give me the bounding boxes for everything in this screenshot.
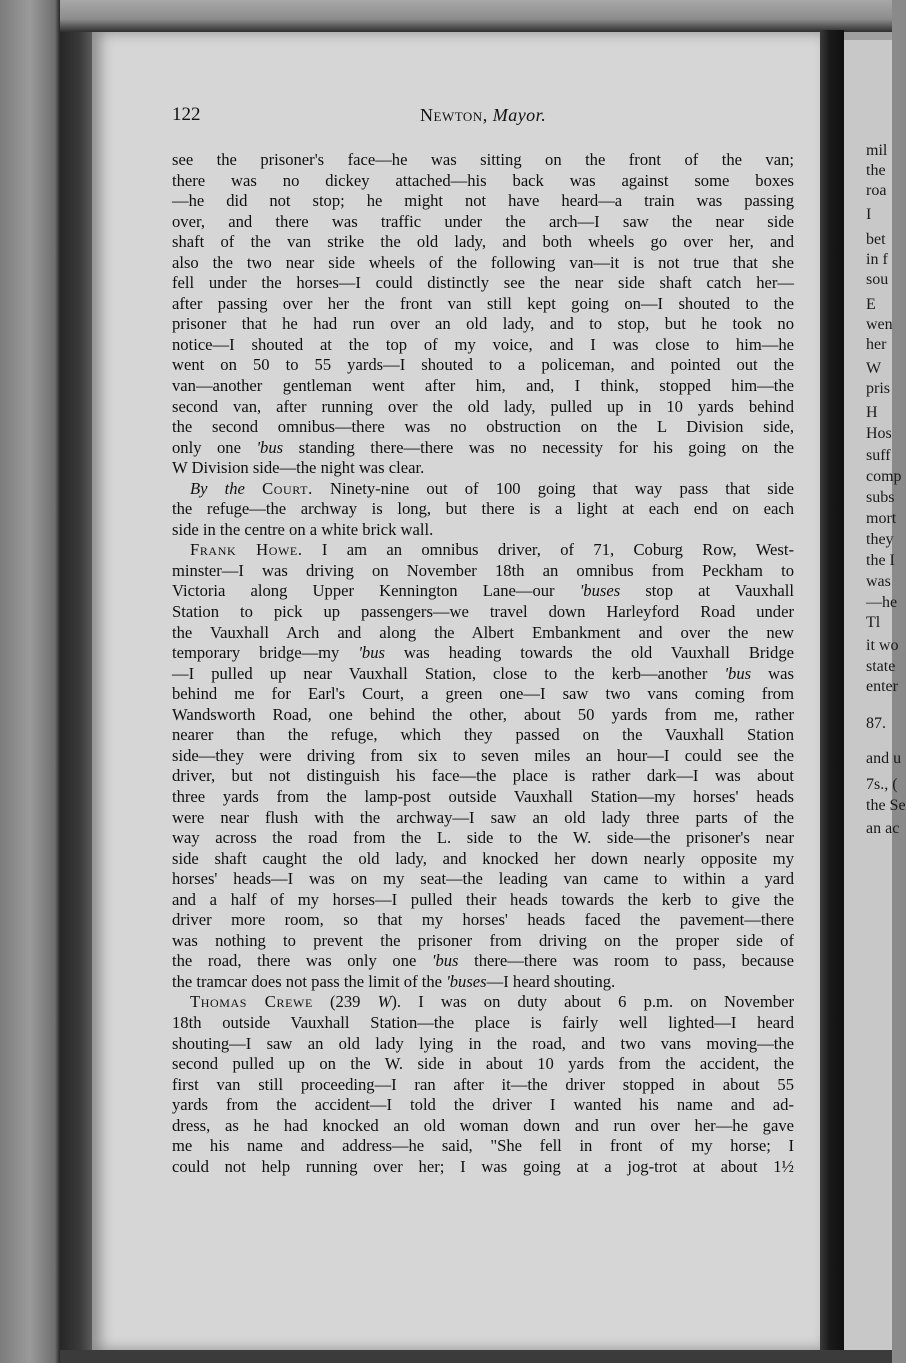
- text-line: [172, 335, 794, 356]
- text-run: first van still proceeding—I ran after it—the driver stopped in about 55: [172, 1074, 794, 1094]
- text-line: [172, 746, 794, 767]
- body-text: [172, 150, 794, 1177]
- facing-page-fragment: her: [866, 336, 887, 353]
- text-line: [172, 212, 794, 233]
- facing-page: [844, 40, 906, 1350]
- facing-page-fragment: the Se: [866, 797, 906, 814]
- text-line: [172, 602, 794, 623]
- text-run: fell under the horses—I could distinctly see the near side shaft catch her—: [172, 273, 794, 293]
- facing-page-fragment: mil: [866, 142, 888, 159]
- text-line: [172, 273, 794, 294]
- text-run: there was no dickey attached—his back was against some boxes: [172, 170, 794, 190]
- text-run: see the prisoner's face—he was sitting on the front of the van;: [172, 150, 794, 169]
- running-head-name: Newton,: [420, 105, 488, 125]
- text-run: could not help running over her; I was going at a jog-trot at about 1½: [172, 1156, 794, 1176]
- text-run: notice—I shouted at the top of my voice, and I was close to him—he: [172, 334, 794, 354]
- facing-page-fragment: wen: [866, 316, 893, 333]
- text-line: [172, 499, 794, 520]
- facing-page-fragment: pris: [866, 380, 890, 397]
- facing-page-fragment: H: [866, 404, 878, 421]
- facing-page-fragment: comp: [866, 468, 902, 485]
- text-run: shaft of the van strike the old lady, and both wheels go over her, and: [172, 232, 794, 252]
- running-head: [420, 105, 546, 126]
- text-line: [172, 684, 794, 705]
- text-run: Victoria along Upper Kennington Lane—our: [172, 581, 580, 601]
- facing-page-fragment: E: [866, 296, 876, 313]
- book-top-edge: [60, 0, 892, 32]
- text-line: [172, 705, 794, 726]
- text-line: [172, 1157, 794, 1178]
- facing-page-fragment: and u: [866, 750, 902, 767]
- italic-text: W: [377, 992, 392, 1012]
- text-run: (239: [312, 992, 378, 1012]
- text-line: [172, 951, 794, 972]
- text-line: [172, 520, 794, 541]
- text-run: three yards from the lamp-post outside Vauxhall Station—my horses' heads: [172, 786, 794, 806]
- text-run: the road, there was only one: [172, 951, 432, 971]
- text-line: [172, 458, 794, 479]
- text-line: [172, 972, 794, 993]
- speaker-name: Court.: [262, 478, 313, 498]
- text-run: the refuge—the archway is long, but there is a light at each end on each: [172, 499, 794, 519]
- text-line: [172, 1034, 794, 1055]
- text-run: yards from the accident—I told the driver I wanted his name and ad-: [172, 1095, 794, 1115]
- facing-page-fragment: the: [866, 162, 886, 179]
- text-run: [245, 479, 262, 498]
- text-line: [172, 438, 794, 459]
- text-line: [172, 355, 794, 376]
- facing-page-fragment: bet: [866, 231, 886, 248]
- text-run: and a half of my horses—I pulled their heads towards the kerb to give the: [172, 889, 794, 909]
- text-line: [172, 561, 794, 582]
- text-run: nearer than the refuge, which they passed on the Vauxhall Station: [172, 725, 794, 745]
- text-run: 18th outside Vauxhall Station—the place is fairly well lighted—I heard: [172, 1012, 794, 1032]
- text-line: [172, 171, 794, 192]
- text-line: [172, 314, 794, 335]
- facing-page-fragment: Tl: [866, 614, 881, 631]
- text-run: Ninety-nine out of 100 going that way pass that side: [312, 478, 794, 498]
- text-line: [172, 397, 794, 418]
- running-head-title: Mayor.: [492, 105, 547, 125]
- text-line: [172, 664, 794, 685]
- text-line: [172, 479, 794, 500]
- text-line: [172, 869, 794, 890]
- text-run: side—they were driving from six to seven miles an hour—I could see the: [172, 745, 794, 765]
- text-run: driver more room, so that my horses' heads faced the pavement—there: [172, 910, 794, 930]
- text-line: [172, 725, 794, 746]
- facing-page-fragment: enter: [866, 678, 898, 695]
- facing-page-fragment: subs: [866, 489, 895, 506]
- text-run: there—there was room to pass, because: [458, 951, 794, 971]
- text-run: way across the road from the L. side to the W. side—the prisoner's near: [172, 828, 794, 848]
- text-run: second pulled up on the W. side in about 10 yards from the accident, the: [172, 1054, 794, 1074]
- text-line: [172, 1054, 794, 1075]
- text-line: [172, 376, 794, 397]
- text-run: van—another gentleman went after him, and, I think, stopped him—the: [172, 376, 794, 396]
- text-run: —I heard shouting.: [486, 971, 616, 991]
- text-line: [172, 623, 794, 644]
- speaker-name: Thomas Crewe: [190, 992, 313, 1012]
- text-line: [172, 150, 794, 171]
- page-number: 122: [172, 104, 201, 125]
- text-line: [172, 1013, 794, 1034]
- text-run: was heading towards the old Vauxhall Bridge: [384, 643, 794, 663]
- facing-page-fragment: 87.: [866, 715, 886, 732]
- text-run: Wandsworth Road, one behind the other, about 50 yards from me, rather: [172, 704, 794, 724]
- text-line: [172, 1075, 794, 1096]
- italic-text: 'buses: [446, 971, 487, 991]
- text-run: second van, after running over the old lady, pulled up in 10 yards behind: [172, 396, 794, 416]
- italic-text: 'bus: [358, 643, 385, 663]
- text-line: [172, 849, 794, 870]
- text-run: the Vauxhall Arch and along the Albert Embankment and over the new: [172, 622, 794, 642]
- facing-page-fragment: sou: [866, 271, 889, 288]
- facing-page-fragment: suff: [866, 447, 891, 464]
- italic-text: 'bus: [431, 951, 459, 971]
- text-run: the second omnibus—there was no obstruction on the L Division side,: [172, 417, 794, 437]
- facing-page-fragment: W: [866, 360, 882, 377]
- text-run: stop at Vauxhall: [620, 581, 794, 601]
- italic-text: 'bus: [256, 437, 284, 457]
- text-run: Station to pick up passengers—we travel down Harleyford Road under: [172, 602, 794, 622]
- italic-text: By the: [190, 478, 245, 498]
- page-header: [172, 104, 792, 130]
- book-gutter: [820, 30, 844, 1350]
- text-line: [172, 581, 794, 602]
- text-run: shouting—I saw an old lady lying in the road, and two vans moving—the: [172, 1033, 794, 1053]
- facing-page-fragment: roa: [866, 182, 887, 199]
- text-line: [172, 1136, 794, 1157]
- text-run: I am an omnibus driver, of 71, Coburg Row, West-: [302, 540, 794, 560]
- text-line: [172, 910, 794, 931]
- text-line: [172, 540, 794, 561]
- book-bottom-edge: [60, 1350, 892, 1363]
- facing-page-fragment: I: [866, 206, 872, 223]
- text-run: was nothing to prevent the prisoner from driving on the proper side of: [172, 930, 794, 950]
- text-line: [172, 890, 794, 911]
- facing-page-fragment: mort: [866, 510, 897, 527]
- text-run: dress, as he had knocked an old woman down and run over her—he gave: [172, 1115, 794, 1135]
- text-line: [172, 191, 794, 212]
- text-run: were near flush with the archway—I saw an old lady three parts of the: [172, 807, 794, 827]
- text-run: prisoner that he had run over an old lady, and to stop, but he took no: [172, 314, 794, 334]
- text-run: after passing over her the front van still kept going on—I shouted to the: [172, 293, 794, 313]
- text-line: [172, 1116, 794, 1137]
- text-run: W Division side—the night was clear.: [172, 458, 425, 478]
- italic-text: 'buses: [579, 581, 621, 601]
- text-run: ). I was on duty about 6 p.m. on November: [391, 992, 794, 1012]
- facing-page-fragment: was: [866, 573, 891, 590]
- facing-page-fragment: the I: [866, 552, 895, 569]
- text-run: me his name and address—he said, "She fell in front of my horse; I: [172, 1136, 794, 1156]
- text-line: [172, 294, 794, 315]
- facing-page-fragment: it wo: [866, 637, 899, 654]
- facing-page-fragment: an ac: [866, 820, 900, 837]
- text-run: over, and there was traffic under the arch—I saw the near side: [172, 211, 794, 231]
- facing-page-fragment: in f: [866, 251, 888, 268]
- text-run: behind me for Earl's Court, a green one—I saw two vans coming from: [172, 684, 794, 704]
- text-run: horses' heads—I was on my seat—the leading van came to within a yard: [172, 869, 794, 889]
- text-run: side in the centre on a white brick wall.: [172, 519, 434, 539]
- text-run: side shaft caught the old lady, and knocked her down nearly opposite my: [172, 848, 794, 868]
- facing-page-fragment: 7s., (: [866, 776, 898, 793]
- text-run: also the two near side wheels of the following van—it is not true that she: [172, 252, 794, 272]
- text-line: [172, 766, 794, 787]
- text-run: went on 50 to 55 yards—I shouted to a policeman, and pointed out the: [172, 355, 794, 375]
- text-run: minster—I was driving on November 18th an omnibus from Peckham to: [172, 560, 794, 580]
- text-run: —he did not stop; he might not have heard—a train was passing: [172, 191, 794, 211]
- text-line: [172, 992, 794, 1013]
- facing-page-fragment: —he: [866, 594, 898, 611]
- facing-page-fragment: they: [866, 531, 894, 548]
- text-line: [172, 253, 794, 274]
- text-run: standing there—there was no necessity for his going on the: [283, 437, 794, 457]
- facing-page-fragment: Hos: [866, 425, 892, 442]
- facing-page-fragment: state: [866, 658, 896, 675]
- text-line: [172, 1095, 794, 1116]
- text-line: [172, 828, 794, 849]
- text-line: [172, 232, 794, 253]
- text-run: temporary bridge—my: [172, 643, 359, 663]
- speaker-name: Frank Howe.: [190, 540, 303, 560]
- text-line: [172, 808, 794, 829]
- text-run: only one: [172, 437, 257, 457]
- text-run: the tramcar does not pass the limit of the: [172, 971, 447, 991]
- text-line: [172, 417, 794, 438]
- text-run: —I pulled up near Vauxhall Station, close to the kerb—another: [172, 663, 725, 683]
- text-run: driver, but not distinguish his face—the place is rather dark—I was about: [172, 766, 794, 786]
- text-line: [172, 787, 794, 808]
- italic-text: 'bus: [724, 663, 752, 683]
- text-line: [172, 931, 794, 952]
- text-run: was: [751, 663, 794, 683]
- text-line: [172, 643, 794, 664]
